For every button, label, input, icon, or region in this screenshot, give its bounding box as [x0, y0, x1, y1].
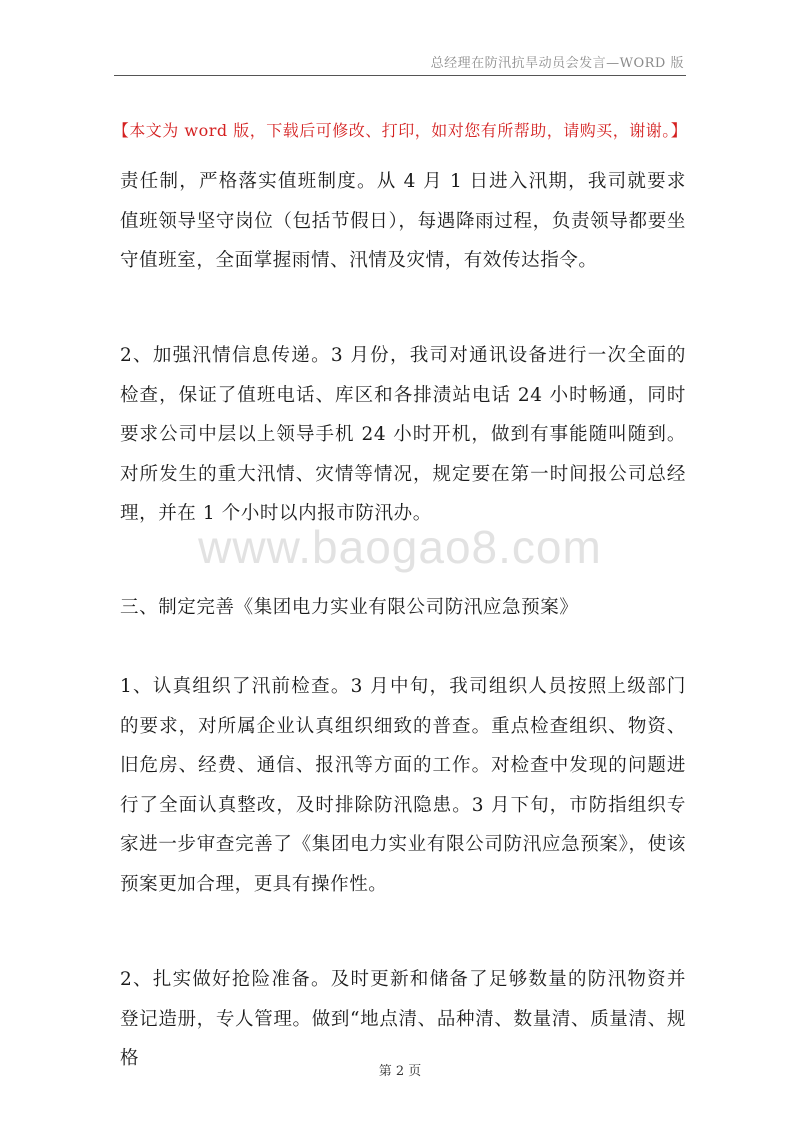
paragraph-pre-flood-inspection: 1、认真组织了汛前检查。3 月中旬，我司组织人员按照上级部门的要求，对所属企业认真组织细致的普查。重点检查组织、物资、旧危房、经费、通信、报汛等方面的工作。对检查中发现的问题进行了全面认真整改，及时排除防汛隐患。3 月下旬，市防指组织专家进一步审查完善了《集团电力实业有限公司防汛应急预案》，使该预案更加合理，更具有操作性。 — [120, 676, 686, 895]
document-header-title: 总经理在防汛抗旱动员会发言—WORD 版 — [430, 56, 684, 71]
paragraph-duty-system: 责任制，严格落实值班制度。从 4 月 1 日进入汛期，我司就要求值班领导坚守岗位（包括节假日），每遇降雨过程，负责领导都要坐守值班室，全面掌握雨情、汛情及灾情，有效传达指令。 — [120, 171, 686, 271]
page-number: 第 2 页 — [378, 1064, 422, 1079]
paragraph-flood-info-transmission: 2、加强汛情信息传递。3 月份，我司对通讯设备进行一次全面的检查，保证了值班电话、库区和各排渍站电话 24 小时畅通，同时要求公司中层以上领导手机 24 小时开机，做到有事能随叫随到。对所发生的重大汛情、灾情等情况，规定要在第一时间报公司总经理，并在 1 个小时以内报市防汛办。 — [120, 345, 686, 524]
purchase-notice: 【本文为 word 版，下载后可修改、打印，如对您有所帮助，请购买，谢谢。】 — [112, 121, 688, 140]
section-heading-emergency-plan: 三、制定完善《集团电力实业有限公司防汛应急预案》 — [120, 597, 579, 618]
paragraph-rescue-preparation: 2、扎实做好抢险准备。及时更新和储备了足够数量的防汛物资并登记造册，专人管理。做到“地点清、品种清、数量清、质量清、规格 — [120, 969, 686, 1069]
header-divider — [114, 75, 686, 76]
watermark-text: www.baogao8.com — [198, 521, 602, 573]
